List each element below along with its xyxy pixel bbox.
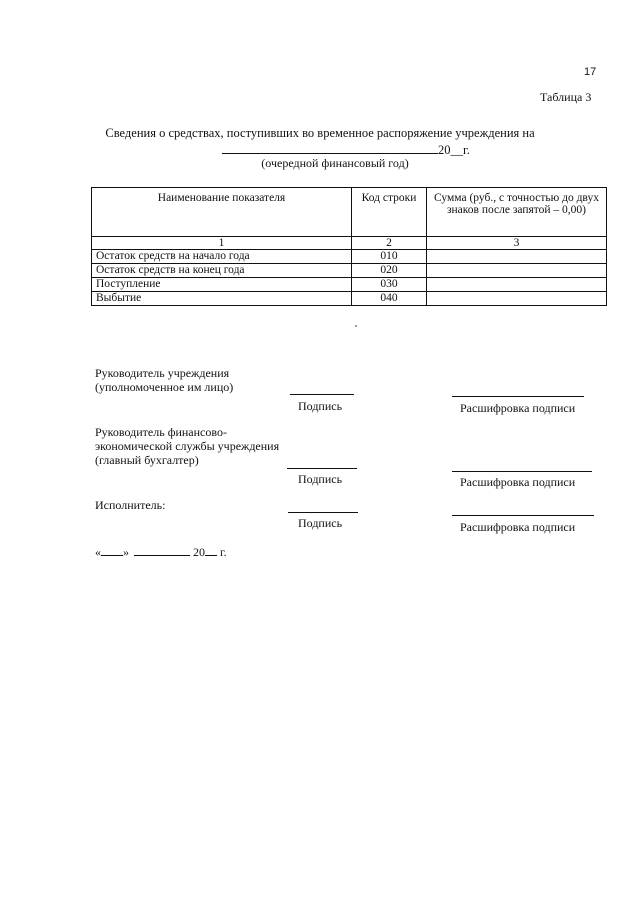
row-code: 010 <box>352 250 427 264</box>
row-amount-cell[interactable] <box>427 278 607 292</box>
column-header-code: Код строки <box>352 188 427 237</box>
date-suffix: г. <box>220 545 227 559</box>
day-blank[interactable] <box>101 544 123 556</box>
funds-table <box>91 187 607 306</box>
head-title: Руководитель учреждения <box>95 366 230 380</box>
row-label: Остаток средств на начало года <box>92 250 352 264</box>
row-label: Выбытие <box>92 292 352 306</box>
head-decode-line[interactable] <box>452 396 584 397</box>
table-header-row <box>92 188 607 237</box>
head-signatory <box>95 366 233 394</box>
row-label: Остаток средств на конец года <box>92 264 352 278</box>
page-number: 17 <box>584 66 597 78</box>
table-row <box>92 264 607 278</box>
column-header-name: Наименование показателя <box>92 188 352 237</box>
date-open-quote: « <box>95 545 101 559</box>
finance-decode-caption: Расшифровка подписи <box>460 475 576 489</box>
executor-signature-caption: Подпись <box>298 516 343 530</box>
stray-dot <box>355 325 357 327</box>
column-header-amount: Сумма (руб., с точностью до двух знаков после запятой – 0,00) <box>427 188 607 237</box>
finance-signature-line[interactable] <box>287 468 357 469</box>
row-code: 030 <box>352 278 427 292</box>
date-close-quote: » <box>123 545 129 559</box>
period-blank[interactable] <box>222 141 438 154</box>
table-label: Таблица 3 <box>540 90 592 104</box>
finance-title-3: (главный бухгалтер) <box>95 453 199 467</box>
finance-signatory <box>95 425 279 467</box>
signing-date <box>95 544 227 560</box>
head-signature-caption: Подпись <box>298 399 343 413</box>
table-row <box>92 278 607 292</box>
executor-decode-caption: Расшифровка подписи <box>460 520 576 534</box>
row-code: 040 <box>352 292 427 306</box>
report-title: Сведения о средствах, поступивших во временное распоряжение учреждения на <box>105 126 535 140</box>
row-amount-cell[interactable] <box>427 264 607 278</box>
head-subtitle: (уполномоченное им лицо) <box>95 380 234 394</box>
finance-signature-caption: Подпись <box>298 472 343 486</box>
finance-title-1: Руководитель финансово- <box>95 425 227 439</box>
executor-signatory <box>95 498 165 512</box>
row-code: 020 <box>352 264 427 278</box>
column-number: 1 <box>92 237 352 250</box>
head-signature-line[interactable] <box>290 394 354 395</box>
executor-signature-line[interactable] <box>288 512 358 513</box>
date-year: 20 <box>193 545 205 559</box>
executor-decode-line[interactable] <box>452 515 594 516</box>
period-year: 20__г. <box>438 143 470 157</box>
report-subtitle: (очередной финансовый год) <box>261 156 409 170</box>
month-blank[interactable] <box>134 544 190 556</box>
head-decode-caption: Расшифровка подписи <box>460 401 576 415</box>
column-number-row <box>92 237 607 250</box>
table-row <box>92 292 607 306</box>
executor-title: Исполнитель: <box>95 498 166 512</box>
row-label: Поступление <box>92 278 352 292</box>
column-number: 2 <box>352 237 427 250</box>
row-amount-cell[interactable] <box>427 292 607 306</box>
finance-title-2: экономической службы учреждения <box>95 439 280 453</box>
row-amount-cell[interactable] <box>427 250 607 264</box>
table-row <box>92 250 607 264</box>
year-blank[interactable] <box>205 544 217 556</box>
column-number: 3 <box>427 237 607 250</box>
finance-decode-line[interactable] <box>452 471 592 472</box>
